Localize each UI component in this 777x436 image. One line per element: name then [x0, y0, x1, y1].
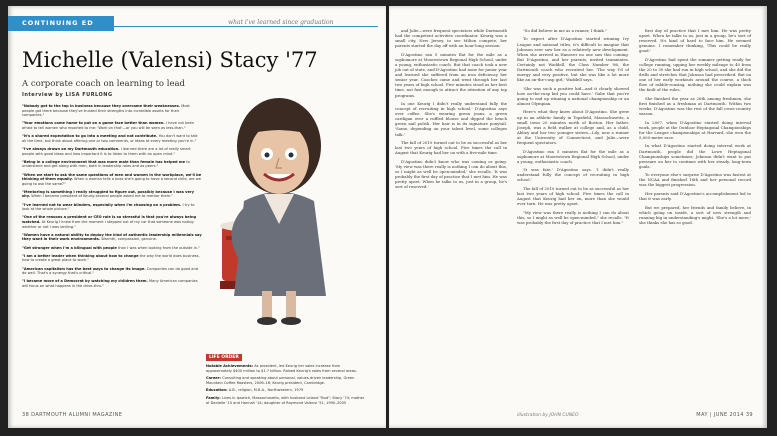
- quote-lead: "Women have a natural ability to deploy the kind of authentic leadership millennials say they want in their work environments.: [22, 232, 202, 242]
- quote-paragraph: [22, 233, 202, 242]
- body-paragraph: To everyone else's surprise D'Agostino was fastest at the NCAA and finished 16th and her personal record was the biggest progression.: [639, 172, 751, 188]
- quote-paragraph: [22, 160, 202, 169]
- byline: Interview by LISA FURLONG: [22, 92, 113, 98]
- quote-lead: "Your emotions come home to put on a game face better than women.: [22, 121, 165, 126]
- body-paragraph: In what D'Agostino started doing interval work at Dartmouth, people did the Lowe Heptagonal Championships sometimes; Johnson didn't want to put pressure on her to continue with her steady, long-term goals.: [639, 143, 751, 169]
- body-paragraph: She finished the year as 26th among freshmen, she first finished as a freshman at Dartmouth. Within two weeks, D'Agostino was the rest of the fall cross-country season.: [639, 95, 751, 117]
- quote-rest: to understand and get along with men, both in leadership roles and as peers.": [22, 159, 190, 169]
- quote-paragraph: [22, 134, 202, 143]
- quote-lead: "Get stronger when I'm a bilingual with people: [22, 245, 117, 250]
- quote-paragraph: [22, 215, 202, 229]
- quote-paragraph: [22, 104, 202, 118]
- left-page: [8, 6, 386, 428]
- sidebar-items: [206, 364, 366, 405]
- sidebar-entry-key: Family:: [206, 395, 221, 400]
- quote-lead: "American capitalism has the best ways to change its image.: [22, 266, 146, 271]
- sidebar-label: LIFE ORDER: [206, 354, 242, 361]
- body-paragraph: The fall of 2010 turned out to be as successful as her last two years of high school. Five times the call in August that Keurig had her on, more than she would ever turn. He was pretty upset.: [517, 185, 629, 207]
- quote-rest: When I became president of Keurig several people asked me to mentor them.": [30, 194, 173, 199]
- sidebar-entry-key: Career:: [206, 376, 221, 381]
- quote-rest: Most people got there because they've trusted their strengths into incredible assets for their companies.": [22, 104, 190, 118]
- sidebar-entry-key: Notable Achievements:: [206, 364, 254, 368]
- running-head: what i've learned since graduation: [228, 19, 334, 26]
- quote-lead: "It's a shared expectation to go into a meeting and not contribute.: [22, 134, 158, 139]
- right-page: [389, 6, 767, 428]
- right-folio: MAY | JUNE 2014 39: [696, 412, 753, 418]
- quote-paragraph: [22, 203, 202, 212]
- quote-rest: Many American companies will focus on what happens in the drive-thru.": [22, 279, 198, 288]
- quote-rest: the way the world does business, how to create a great place to work.": [22, 253, 200, 263]
- sidebar-entry: [206, 364, 366, 373]
- body-paragraph: But we prepared, her friends and family believe, in which going on inside, a sort of new strength and running big in understanding's might. 'She's a lot more,' she thinks she has so good.: [639, 204, 751, 225]
- quote-paragraph: [22, 246, 202, 251]
- quote-rest: At Keurig I knew from the moment I stepped out of my car that someone was noting whether or not I was smiling.": [22, 220, 194, 229]
- illustration-credit: illustration by JOHN CUNEO: [517, 413, 579, 418]
- section-tab: CONTINUING ED: [8, 16, 114, 31]
- body-paragraph: D'Agostino ran 5 minutes flat for the mile as a sophomore at Moorestown Regional High School, under a young, enthusiastic coach.: [517, 148, 629, 164]
- quote-rest: Warmth, compassion, genuine.: [100, 237, 158, 242]
- quote-paragraph: [22, 147, 202, 156]
- quote-lead: "I became more of a Democrat by watching my children them.: [22, 279, 148, 284]
- body-paragraph: "So did believe in me as a runner, I think.": [523, 28, 607, 33]
- quote-paragraph: [22, 190, 202, 199]
- body-paragraph: 'She was such a positive kid—and it clearly showed how on-the-cusp kid you could have.' Gabe that you're going to end up winning a national championship or an almost Olympian.: [517, 85, 629, 106]
- quote-lead: "When we start to ask the same questions of men and women in the workplace, we'll be thinking of them equally.: [22, 172, 202, 182]
- body-paragraph: To expect after D'Agostino started winning Ivy League and national titles, it's difficult to imagine that Johnson ever saw her as a relatively new development. When she arrived in Hanover no one saw this coming. But D'Agostino, and her parents, invited teammates. Certainly not Waddell, the Class Number '86, the Dartmouth coach who recruited her. 'The way I'd of energy and very positive, but she was like a lot more like an on-the-cusp girl,' Waddell says.: [517, 36, 629, 83]
- quote-rest: than I was when looking from the outside in.": [116, 245, 200, 250]
- caricature-illustration: [204, 76, 354, 326]
- sidebar-entry: [206, 396, 366, 405]
- body-paragraph: 'It was fate,' D'Agostino says. 'I didn't really understand fully the concept of recruiting in high school.': [517, 167, 629, 183]
- sidebar-entry-value: Consulting and speaking about personal, values-driven leadership, Green Mountain Coffee Roasters, 2006–16; Keurig president, Cambridge.: [206, 376, 355, 385]
- body-paragraph: and Julie—were frequent spectators while Dartmouth had the competent activities coordinator. Keurig was a small city, New Jersey, to see Milton compete, her parents started the day off with an hour-long session.: [395, 28, 507, 49]
- sidebar-entry-value: A.B., religion, M.B.A., Northwestern, 1979: [227, 388, 304, 393]
- article-deck: A corporate coach on learning to lead: [22, 79, 185, 89]
- quote-lead: "I am a better leader when thinking about how to change: [22, 253, 139, 258]
- quote-rest: Companies can do good and do well. That's a synergy that's critical.": [22, 266, 199, 276]
- body-paragraph: D'Agostino didn't know who was coming or going. 'My view was there really is nothing I can do about this, so I might as well be open-minded,' she recalls. 'It was probably the first day of practice that I met him. He was pretty upset. When he talks to us, just in a group, he's sort of reserved.': [395, 158, 507, 190]
- quote-rest: When a woman tells a boss she's going to have a second child, are we going to ask the same?": [22, 177, 201, 186]
- body-paragraph: "My view was there really is nothing I can do about this, so I might as well be open-minded," she recalls. "It was probably the first day of practice that I met him.": [517, 209, 629, 225]
- sidebar-entry: [206, 388, 366, 393]
- quote-rest: You don't want to talk all the time, but think about offering one or two comments, or ideas at every meeting you're in.": [22, 134, 198, 143]
- quote-rest: I try to look at the whole picture.": [22, 202, 195, 212]
- left-folio: 38 DARTMOUTH ALUMNI MAGAZINE: [22, 412, 123, 418]
- quote-paragraph: [22, 279, 202, 288]
- sidebar-entry-key: Education:: [206, 388, 228, 393]
- text-column-2: [517, 28, 629, 228]
- body-paragraph: Here's what they knew about D'Agostino. She grew up in an athletic family in Topsfield, Massachusetts, a small town 20 minutes north of Boston. Her father, Joseph, was a field walker at college and, as a child, Abbey and her two younger sisters—Lily, now a runner at the University of Connecticut, and Julie—were frequent spectators.: [517, 109, 629, 146]
- quote-paragraph: [22, 267, 202, 276]
- quote-lead: "Nobody got to the top in business because they overcame their weaknesses.: [22, 104, 181, 108]
- quote-rest: I have not been afraid to tell women who reported to me: 'Work on that'—or you will be seen as less-than.": [22, 121, 195, 130]
- quote-lead: "One of the reasons a president or CEO role is so stressful is that you're always being watched.: [22, 215, 197, 225]
- quote-rest: I learned there are a lot of really smart people with good ideas and how important it is to listen to them with an open mind.": [22, 146, 191, 156]
- quote-paragraph: [22, 254, 202, 263]
- quote-paragraph: [22, 173, 202, 187]
- text-column-1: [395, 28, 507, 193]
- quote-paragraph: [22, 121, 202, 130]
- body-paragraph: first day of practice that I met him. He was pretty upset. When he talks to us, just in a group, he's sort of reserved. It's kind of hard to face him. He seemed genuine. I remember thinking, 'This could be really good.': [639, 28, 751, 54]
- quote-lead: "I've always drawn on my Dartmouth education.: [22, 146, 120, 151]
- body-paragraph: D'Agostino ran 5 minutes flat for the mile as a sophomore at Moorestown Regional High School, under a young, enthusiastic coach. But that coach took a new job out of state, and D'Agostino had none for junior year and learned she suffered from an iron deficiency her senior year. Coaches came and went through her last two years of high school. Five minutes stood as her best time, not fast enough to attract the attention of any top programs.: [395, 51, 507, 98]
- body-paragraph: Her parents said D'Agostino's accomplishment led to that it was early.: [639, 190, 751, 202]
- quote-lead: "I've learned not to wear blinders, especially when I'm choosing on a problem.: [22, 202, 182, 207]
- body-paragraph: In 2007, when D'Agostino started doing interval work, people at the Outdoor Heptagonal Championships for the League championships at Harvard, she won the 5,000-meter race.: [639, 119, 751, 140]
- body-paragraph: D'Agostino had spent the summer getting ready for college running, upping her weekly mileage to 40 from the 20 to 30 she had run in high school, and she did the drills and stretches that Johnson had prescribed. But on one of her early workouts around the course, a thick flow of rabble-rousing, nothing she could explain was the fault of the rules.: [639, 56, 751, 93]
- header-rule: [114, 26, 378, 27]
- text-column-3: [639, 28, 751, 228]
- quote-lead: "Mentoring is something I really struggled to figure out, possibly because I was very shy.: [22, 189, 194, 199]
- body-paragraph: In one Keurig I didn't really understand fully the concept of recruiting in high school,' D'Agostino says over coffee. She's wearing green jeans, a green cardigan over a ruffled blouse and dipped the bench green nail polish. Her hair is in its signature ponytail. 'Some, depending on your talent level, some colleges talk.': [395, 101, 507, 137]
- sidebar-entry-value: Lives in Ipswich, Massachusetts, with husband Leland "Bud"; Stacy '74; mother of Danielle '10 and Hannah '14; daughter of Raymond Valensi '51, 1990–2005: [206, 395, 365, 405]
- body-paragraph: The fall of 2010 turned out to be as successful as her last two years of high school. Five times the call in August that Keurig had her on with a five-mile time.: [395, 140, 507, 156]
- sidebar-entry: [206, 376, 366, 385]
- sidebar-box: [206, 343, 366, 408]
- sidebar-entry-value: As president, led Keurig her sales increase from approximately $400 million to $1.7 billion. Raised Keurig's sales from several areas.: [206, 364, 357, 373]
- quote-lead: "Being in a college environment that was more male than female has helped me: [22, 159, 186, 164]
- article-title: Michelle (Valensi) Stacy '77: [22, 48, 318, 72]
- quotes-column: [22, 104, 202, 292]
